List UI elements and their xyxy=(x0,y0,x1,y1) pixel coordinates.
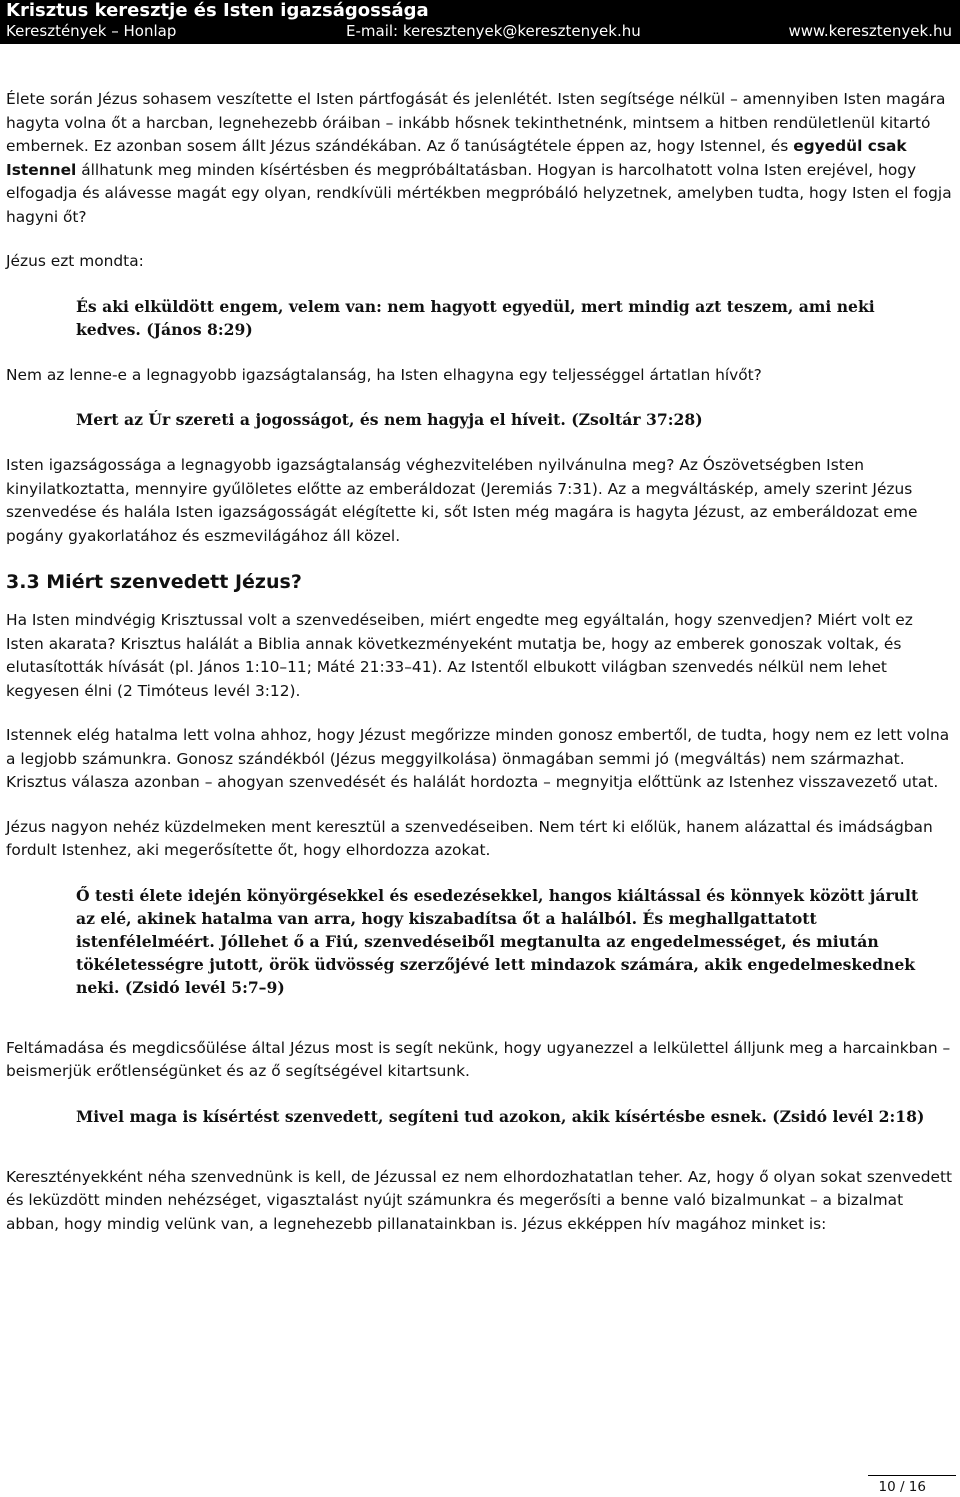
paragraph-1: Élete során Jézus sohasem veszítette el Isten pártfogását és jelenlétét. Isten segítsége nélkül – amennyiben Isten magára hagyta volna őt a harcban, legnehezebb óráiban – inkább hősnek tekinthetnénk, mintsem a hitben rendületlenül kitartó embernek. Ez azonban sosem állt Jézus szándékában. Az ő tanúságtétele éppen az, hogy Istennel, és egyedül csak Istennel állhatunk meg minden kísértésben és megpróbáltatásban. Hogyan is harcolhatott volna Isten erejével, hogy elfogadja és alávesse magát egy olyan, rendkívüli mértékben megpróbáló helyzetnek, amelyben tudta, hogy Isten el fogja hagyni őt? xyxy=(6,90,952,226)
website-link[interactable]: www.keresztenyek.hu xyxy=(788,22,952,40)
paragraph-7: Jézus nagyon nehéz küzdelmeken ment keresztül a szenvedéseiben. Nem tért ki előlük, hanem alázattal és imádságban fordult Istenhez, aki megerősítette őt, hogy elhordozza azokat. xyxy=(6,817,933,859)
paragraph-9: Keresztényekként néha szenvednünk is kell, de Jézussal ez nem elhordozhatatlan teher. Az, hogy ő olyan sokat szenvedett és leküzdött minden nehézséget, vigasztalást nyújt számunkra és megerősíti a benne való bizalmunkat – a bizalmat abban, hogy mindig velünk van, a legnehezebb pillanatainkban is. Jézus ekképpen hív magához minket is: xyxy=(6,1167,953,1233)
paragraph-4: Isten igazságossága a legnagyobb igazságtalanság véghezvitelében nyilvánulna meg? Az Ószövetségben Isten kinyilatkoztatta, mennyire gyűlöletes előtte az emberáldozat (Jeremiás 7:31). Az a megváltáskép, amely szerint Jézus szenvedése és halála Isten igazságosságát elégítette ki, sőt Isten még magára is hagyta Jézust, az emberáldozat eme pogány gyakorlatához és eszmevilágához áll közel. xyxy=(6,456,918,545)
paragraph-2: Jézus ezt mondta: xyxy=(6,252,144,270)
paragraph-8: Feltámadása és megdicsőülése által Jézus most is segít nekünk, hogy ugyanezzel a lelkülettel álljunk meg a harcainkban – beismerjük erőtlenségünket és az ő segítségével kitartsunk. xyxy=(6,1038,951,1080)
page-header xyxy=(0,0,960,44)
bible-quote-3: Ő testi élete idején könyörgésekkel és esedezésekkel, hangos kiáltással és könnyek között járult az elé, akinek hatalma van arra, hogy kiszabadítsa őt a halálból. És meghallgattatott istenfélelméért. Jóllehet ő a Fiú, szenvedéseiből megtanulta az engedelmességet, és miután tökéletességre jutott, örök üdvösség szerzőjévé lett mindazok számára, akik engedelmeskednek neki. (Zsidó levél 5:7–9) xyxy=(76,885,919,997)
emphasis-text: egyedül csak Istennel xyxy=(6,137,907,179)
bible-quote-2: Mert az Úr szereti a jogosságot, és nem hagyja el híveit. (Zsoltár 37:28) xyxy=(76,410,703,429)
home-link[interactable]: Keresztények – Honlap xyxy=(6,22,177,40)
footer-divider xyxy=(868,1475,956,1476)
paragraph-6: Istennek elég hatalma lett volna ahhoz, hogy Jézust megőrizze minden gonosz embertől, de tudta, hogy nem ez lett volna a legjobb számunkra. Gonosz szándékból (Jézus meggyilkolása) önmagában semmi jó (megváltás) nem származhat. Krisztus válasza azonban – ahogyan szenvedését és halálát hordozta – megnyitja előttünk az Istenhez visszavezető utat. xyxy=(6,726,950,791)
document-body xyxy=(6,88,954,1257)
paragraph-5: Ha Isten mindvégig Krisztussal volt a szenvedéseiben, miért engedte meg egyáltalán, hogy szenvedjen? Miért volt ez Isten akarata? Krisztus halálát a Biblia annak következményeként mutatja be, hogy az emberek gonoszak voltak, és elutasították hívását (pl. János 1:10–11; Máté 21:33–41). Az Istentől elbukott világban szenvedés nélkül nem lehet kegyesen élni (2 Timóteus levél 3:12). xyxy=(6,611,913,700)
header-links xyxy=(6,21,952,41)
section-heading: 3.3 Miért szenvedett Jézus? xyxy=(6,571,302,593)
bible-quote-1: És aki elküldött engem, velem van: nem hagyott egyedül, mert mindig azt teszem, ami neki kedves. (János 8:29) xyxy=(76,296,875,339)
bible-quote-4: Mivel maga is kísértést szenvedett, segíteni tud azokon, akik kísértésbe esnek. (Zsidó levél 2:18) xyxy=(76,1106,925,1126)
document-title: Krisztus keresztje és Isten igazságossága xyxy=(6,0,429,21)
paragraph-3: Nem az lenne-e a legnagyobb igazságtalanság, ha Isten elhagyna egy teljességgel ártatlan hívőt? xyxy=(6,365,762,384)
page-number: 10 / 16 xyxy=(878,1479,926,1495)
email-link[interactable]: E-mail: keresztenyek@keresztenyek.hu xyxy=(346,22,641,40)
